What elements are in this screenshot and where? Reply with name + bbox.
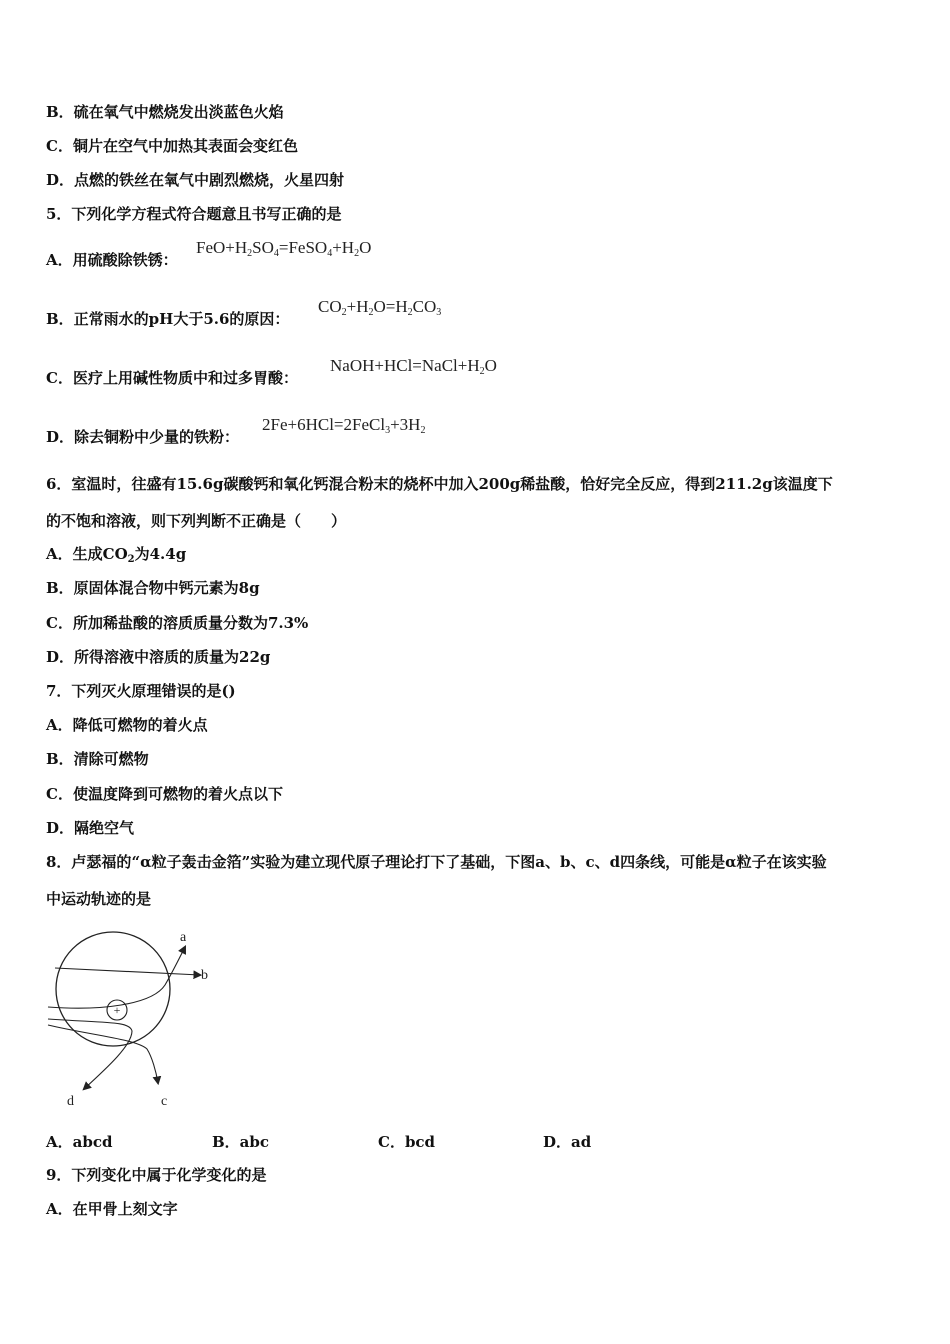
- q7-option-b: B．清除可燃物: [46, 750, 149, 768]
- trajectory-a: [48, 947, 185, 1008]
- label-b: b: [201, 968, 208, 983]
- q5-formula-a: $FeO+H_2SO_4=FeSO_4+H_2O$: [196, 238, 372, 259]
- q9-option-a: A．在甲骨上刻文字: [46, 1200, 178, 1218]
- q5-formula-d: $2Fe+6HCl=2FeCl_3+3H_2$: [262, 415, 426, 436]
- trajectory-d: [48, 1019, 132, 1089]
- alpha-scattering-diagram: [40, 925, 230, 1115]
- q7-option-c: C．使温度降到可燃物的着火点以下: [46, 785, 283, 803]
- label-d: d: [67, 1094, 74, 1109]
- line-c-copper: C．铜片在空气中加热其表面会变红色: [46, 137, 298, 155]
- q5-option-a: A．用硫酸除铁锈：: [46, 251, 178, 269]
- question-8-line-2: 中运动轨迹的是: [46, 890, 152, 908]
- trajectory-c: [48, 1025, 158, 1083]
- q6-option-b: B．原固体混合物中钙元素为8g: [46, 579, 260, 597]
- question-6-line-2: 的不饱和溶液，则下列判断不正确是（ ）: [46, 512, 347, 530]
- question-7: 7．下列灭火原理错误的是(): [46, 682, 236, 700]
- label-c: c: [161, 1094, 168, 1109]
- q6-option-d: D．所得溶液中溶质的质量为22g: [46, 648, 271, 666]
- q8-choice-d: D．ad: [543, 1133, 592, 1151]
- q8-choice-b: B．abc: [212, 1133, 270, 1151]
- q6-option-a: A．生成$CO_2$为4.4g: [46, 545, 187, 565]
- q6-option-c: C．所加稀盐酸的溶质质量分数为7.3%: [46, 614, 309, 632]
- question-8-line-1: 8．卢瑟福的“α粒子轰击金箔”实验为建立现代原子理论打下了基础，下图a、b、c、d四条线，可能是α粒子在该实验: [46, 853, 827, 871]
- q8-choice-a: A．abcd: [46, 1133, 113, 1151]
- q5-option-b: B．正常雨水的pH大于5.6的原因：: [46, 310, 290, 328]
- question-6-line-1: 6．室温时，往盛有15.6g碳酸钙和氧化钙混合粉末的烧杯中加入200g稀盐酸，恰好完全反应，得到211.2g该温度下: [46, 475, 833, 493]
- nucleus-sign: +: [113, 1003, 121, 1017]
- q5-formula-b: $CO_2+H_2O=H_2CO_3$: [318, 297, 442, 318]
- q5-formula-c: $NaOH+HCl=NaCl+H_2O$: [330, 356, 497, 377]
- q7-option-d: D．隔绝空气: [46, 819, 135, 837]
- label-a: a: [180, 930, 187, 945]
- atom-circle: [56, 932, 170, 1046]
- line-d-iron: D．点燃的铁丝在氧气中剧烈燃烧，火星四射: [46, 171, 345, 189]
- q7-option-a: A．降低可燃物的着火点: [46, 716, 208, 734]
- question-9: 9．下列变化中属于化学变化的是: [46, 1166, 267, 1184]
- trajectory-b: [55, 968, 200, 975]
- q8-choice-c: C．bcd: [378, 1133, 436, 1151]
- question-5: 5．下列化学方程式符合题意且书写正确的是: [46, 205, 342, 223]
- q5-option-d: D．除去铜粉中少量的铁粉：: [46, 428, 240, 446]
- line-b-sulfur: B．硫在氧气中燃烧发出淡蓝色火焰: [46, 103, 284, 121]
- q5-option-c: C．医疗上用碱性物质中和过多胃酸：: [46, 369, 298, 387]
